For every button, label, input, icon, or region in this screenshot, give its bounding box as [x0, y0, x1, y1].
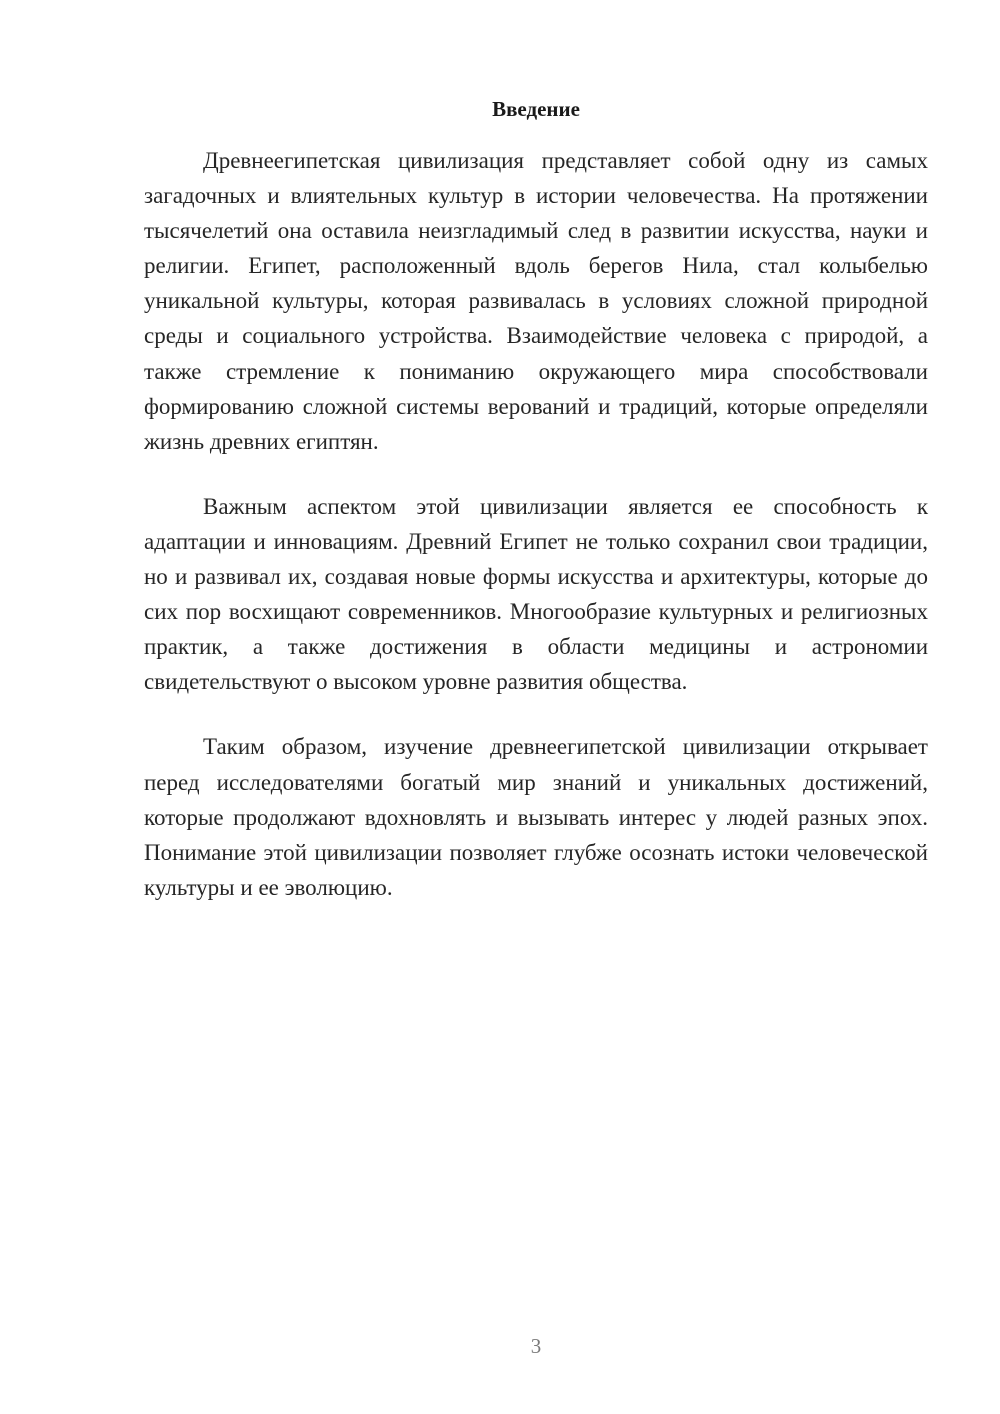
section-title: Введение — [492, 97, 580, 121]
paragraph-2: Важным аспектом этой цивилизации является ее способность к адаптации и инновациям. Древний Египет не только сохранил свои традиции, но и развивал их, создавая новые формы искусства и архитектуры, которые до сих пор восхищают современников. Многообразие культурных и религиозных практик, а также достижения в области медицины и астрономии свидетельствуют о высоком уровне развития общества. — [144, 493, 928, 695]
page-number: 3 — [530, 1334, 542, 1358]
document-body — [144, 143, 928, 935]
paragraph-3: Таким образом, изучение древнеегипетской цивилизации открывает перед исследователями богатый мир знаний и уникальных достижений, которые продолжают вдохновлять и вызывать интерес у людей разных эпох. Понимание этой цивилизации позволяет глубже осознать истоки человеческой культуры и ее эволюцию. — [144, 734, 928, 900]
paragraph-1: Древнеегипетская цивилизация представляет собой одну из самых загадочных и влиятельных культур в истории человечества. На протяжении тысячелетий она оставила неизгладимый след в развитии искусства, науки и религии. Египет, расположенный вдоль берегов Нила, стал колыбелью уникальной культуры, которая развивалась в условиях сложной природной среды и социального устройства. Взаимодействие человека с природой, а также стремление к пониманию окружающего мира способствовали формированию сложной системы верований и традиций, которые определяли жизнь древних египтян. — [144, 148, 928, 454]
